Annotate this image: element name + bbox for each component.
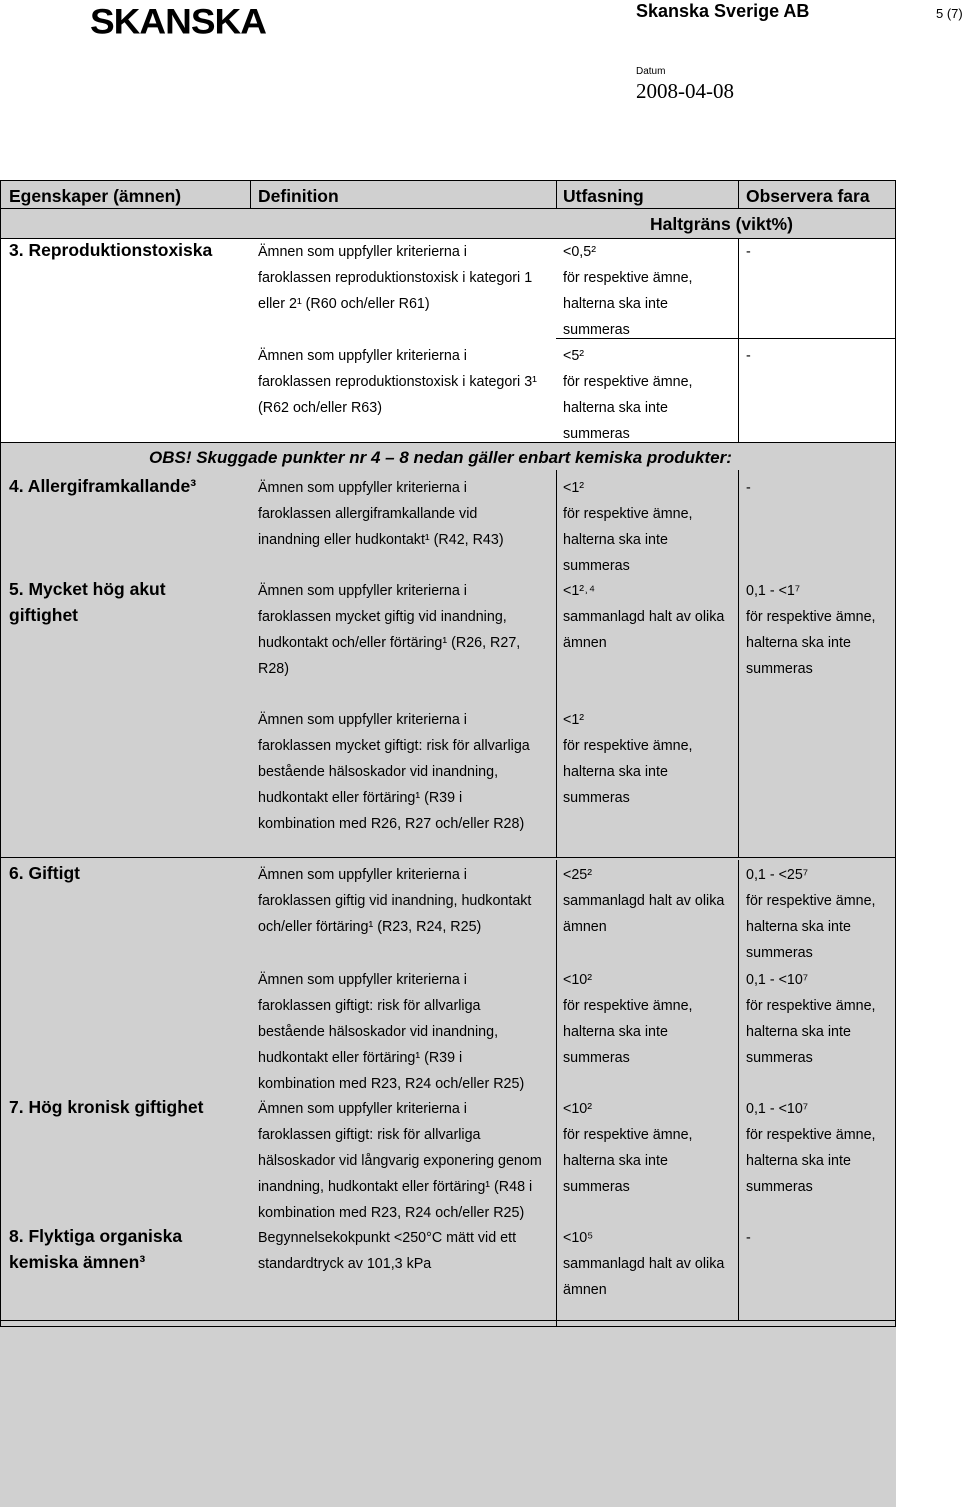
observera-line: 0,1 - <10⁷ xyxy=(746,1101,809,1117)
header-utfasning: Utfasning xyxy=(563,186,644,206)
observera-line: 0,1 - <1⁷ xyxy=(746,583,801,599)
limit-line: halterna ska inte xyxy=(563,1024,668,1040)
row-divider xyxy=(0,857,896,858)
category-allergiframkallande: 4. Allergiframkallande³ xyxy=(9,476,197,496)
definition-line: hudkontakt och/eller förtäring¹ (R26, R27, xyxy=(258,635,521,651)
observera-value: - xyxy=(746,348,751,364)
definition-line: och/eller förtäring¹ (R23, R24, R25) xyxy=(258,919,482,935)
definition-line: Ämnen som uppfyller kriterierna i xyxy=(258,1101,467,1117)
limit-line: summeras xyxy=(563,322,630,338)
definition-line: inandning eller hudkontakt¹ (R42, R43) xyxy=(258,532,504,548)
limit-line: <5² xyxy=(563,348,585,364)
observera-line: summeras xyxy=(746,1179,813,1195)
column-divider xyxy=(556,180,557,208)
definition-line: Ämnen som uppfyller kriterierna i xyxy=(258,244,467,260)
observera-line: halterna ska inte xyxy=(746,1024,851,1040)
row-divider xyxy=(0,442,896,443)
column-divider xyxy=(556,700,557,857)
definition-line: inandning, hudkontakt eller förtäring¹ (R48 i xyxy=(258,1179,533,1195)
table-border xyxy=(0,1326,896,1327)
observera-value: - xyxy=(746,1230,751,1246)
limit-line: för respektive ämne, xyxy=(563,998,693,1014)
limit-line: <1² xyxy=(563,480,585,496)
limit-line: <25² xyxy=(563,867,593,883)
definition-line: (R62 och/eller R63) xyxy=(258,400,382,416)
limit-line: <0,5² xyxy=(563,244,596,260)
category-mycket-hog-akut: 5. Mycket hög akut xyxy=(9,579,166,599)
limit-line: sammanlagd halt av olika xyxy=(563,893,725,909)
limit-line: för respektive ämne, xyxy=(563,1127,693,1143)
definition-line: Ämnen som uppfyller kriterierna i xyxy=(258,712,467,728)
definition-line: bestående hälsoskador vid inandning, xyxy=(258,764,499,780)
obs-note: OBS! Skuggade punkter nr 4 – 8 nedan gäller enbart kemiska produkter: xyxy=(149,448,732,467)
limit-line: ämnen xyxy=(563,919,607,935)
date-label: Datum xyxy=(636,66,666,77)
column-divider xyxy=(738,470,739,700)
header-observera: Observera fara xyxy=(746,186,870,206)
observera-line: för respektive ämne, xyxy=(746,998,876,1014)
definition-line: Ämnen som uppfyller kriterierna i xyxy=(258,867,467,883)
category-flyktiga-organiska: 8. Flyktiga organiska xyxy=(9,1226,183,1246)
definition-line: R28) xyxy=(258,661,289,677)
limit-line: sammanlagd halt av olika xyxy=(563,609,725,625)
limit-line: halterna ska inte xyxy=(563,400,668,416)
limit-line: <1² xyxy=(563,712,585,728)
definition-line: bestående hälsoskador vid inandning, xyxy=(258,1024,499,1040)
column-divider xyxy=(556,1220,557,1326)
observera-line: summeras xyxy=(746,1050,813,1066)
definition-line: Ämnen som uppfyller kriterierna i xyxy=(258,972,467,988)
definition-line: hudkontakt eller förtäring¹ (R39 i xyxy=(258,790,463,806)
definition-line: eller 2¹ (R60 och/eller R61) xyxy=(258,296,430,312)
observera-line: halterna ska inte xyxy=(746,919,851,935)
observera-line: summeras xyxy=(746,661,813,677)
limit-line: <10² xyxy=(563,1101,593,1117)
date-value: 2008-04-08 xyxy=(636,79,734,103)
limit-line: för respektive ämne, xyxy=(563,270,693,286)
category-reproduktionstoxiska: 3. Reproduktionstoxiska xyxy=(9,240,213,260)
limit-line: för respektive ämne, xyxy=(563,506,693,522)
header-egenskaper: Egenskaper (ämnen) xyxy=(9,186,182,206)
limit-line: halterna ska inte xyxy=(563,532,668,548)
definition-line: kombination med R23, R24 och/eller R25) xyxy=(258,1076,525,1092)
table-border xyxy=(0,180,896,181)
limit-line: summeras xyxy=(563,558,630,574)
limit-line: ämnen xyxy=(563,635,607,651)
observera-line: för respektive ämne, xyxy=(746,893,876,909)
skanska-logo: SKANSKA xyxy=(90,2,266,41)
observera-line: summeras xyxy=(746,945,813,961)
table-border xyxy=(895,180,896,1327)
category-giftigt: 6. Giftigt xyxy=(9,863,80,883)
limit-line: <10² xyxy=(563,972,593,988)
observera-line: för respektive ämne, xyxy=(746,609,876,625)
category-flyktiga-organiska: kemiska ämnen³ xyxy=(9,1252,146,1272)
definition-line: faroklassen giftig vid inandning, hudkontakt xyxy=(258,893,532,909)
definition-line: Begynnelsekokpunkt <250°C mätt vid ett xyxy=(258,1230,517,1246)
limit-line: summeras xyxy=(563,1050,630,1066)
company-name: Skanska Sverige AB xyxy=(636,1,810,21)
definition-line: faroklassen giftigt: risk för allvarliga xyxy=(258,1127,481,1143)
limit-line: för respektive ämne, xyxy=(563,374,693,390)
table-border xyxy=(0,180,1,1327)
definition-line: hälsoskador vid långvarig exponering genom xyxy=(258,1153,542,1169)
limit-line: halterna ska inte xyxy=(563,764,668,780)
category-hog-kronisk-giftighet: 7. Hög kronisk giftighet xyxy=(9,1097,204,1117)
definition-line: kombination med R26, R27 och/eller R28) xyxy=(258,816,525,832)
observera-line: halterna ska inte xyxy=(746,1153,851,1169)
limit-line: halterna ska inte xyxy=(563,296,668,312)
definition-line: hudkontakt eller förtäring¹ (R39 i xyxy=(258,1050,463,1066)
observera-line: 0,1 - <10⁷ xyxy=(746,972,809,988)
definition-line: kombination med R23, R24 och/eller R25) xyxy=(258,1205,525,1221)
observera-line: för respektive ämne, xyxy=(746,1127,876,1143)
observera-line: halterna ska inte xyxy=(746,635,851,651)
observera-value: - xyxy=(746,480,751,496)
substance-table xyxy=(0,180,960,1327)
definition-line: Ämnen som uppfyller kriterierna i xyxy=(258,480,467,496)
category-mycket-hog-akut: giftighet xyxy=(9,605,79,625)
definition-line: faroklassen giftigt: risk för allvarliga xyxy=(258,998,481,1014)
limit-line: ämnen xyxy=(563,1282,607,1298)
observera-line: 0,1 - <25⁷ xyxy=(746,867,809,883)
column-divider xyxy=(738,700,739,857)
page-number: 5 (7) xyxy=(936,6,963,21)
definition-line: Ämnen som uppfyller kriterierna i xyxy=(258,583,467,599)
limit-line: <1²˒⁴ xyxy=(563,583,595,599)
definition-line: standardtryck av 101,3 kPa xyxy=(258,1256,432,1272)
column-divider xyxy=(556,470,557,700)
column-divider xyxy=(250,180,251,208)
definition-line: faroklassen reproduktionstoxisk i kategori 3¹ xyxy=(258,374,537,390)
row-divider xyxy=(0,1320,896,1321)
definition-line: faroklassen allergiframkallande vid xyxy=(258,506,478,522)
definition-line: faroklassen reproduktionstoxisk i kategori 1 xyxy=(258,270,533,286)
header-definition: Definition xyxy=(258,186,339,206)
limit-line: summeras xyxy=(563,790,630,806)
definition-line: faroklassen mycket giftig vid inandning, xyxy=(258,609,507,625)
column-divider xyxy=(738,860,739,1320)
limit-line: för respektive ämne, xyxy=(563,738,693,754)
definition-line: faroklassen mycket giftigt: risk för allvarliga xyxy=(258,738,530,754)
limit-line: summeras xyxy=(563,426,630,442)
column-divider xyxy=(738,238,739,442)
header-haltgrans: Haltgräns (vikt%) xyxy=(650,214,793,234)
limit-line: summeras xyxy=(563,1179,630,1195)
limit-line: <10⁵ xyxy=(563,1230,594,1246)
observera-value: - xyxy=(746,244,751,260)
limit-line: sammanlagd halt av olika xyxy=(563,1256,725,1272)
limit-line: halterna ska inte xyxy=(563,1153,668,1169)
definition-line: Ämnen som uppfyller kriterierna i xyxy=(258,348,467,364)
column-divider xyxy=(738,180,739,208)
